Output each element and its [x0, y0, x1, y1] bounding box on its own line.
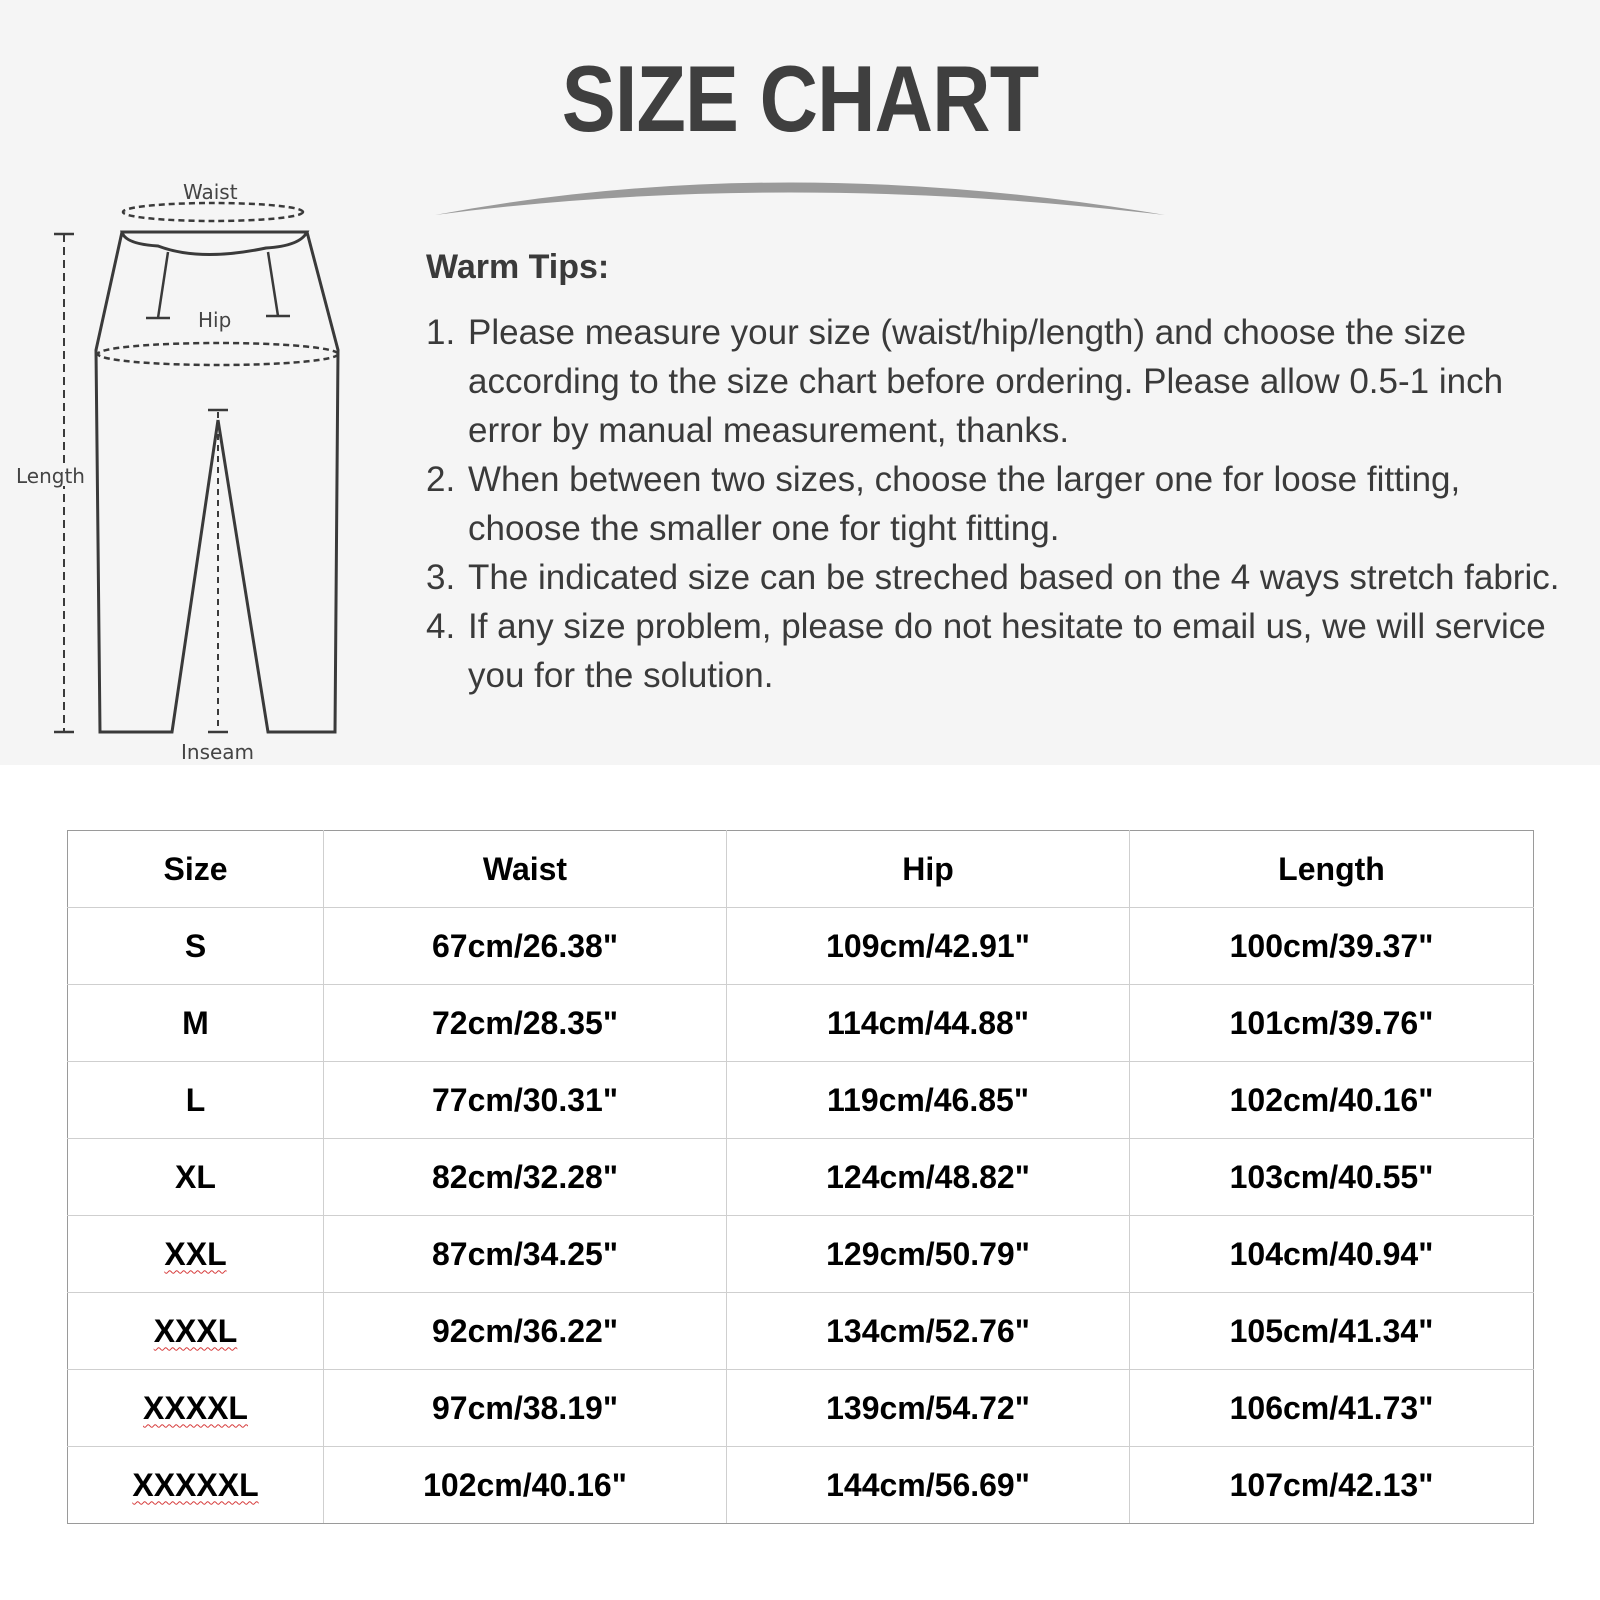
- size-cell: S: [68, 908, 324, 985]
- tips-list: [426, 308, 1576, 700]
- table-row: [68, 1447, 1534, 1524]
- tip-text: When between two sizes, choose the larger one for loose fitting, choose the smaller one for tight fitting.: [468, 460, 1461, 548]
- waist-cell: 97cm/38.19": [324, 1370, 727, 1447]
- waist-ellipse: [123, 203, 303, 221]
- column-header-hip: Hip: [727, 831, 1130, 908]
- tip-number: 3.: [426, 558, 456, 597]
- size-cell: L: [68, 1062, 324, 1139]
- length-cell: 107cm/42.13": [1130, 1447, 1534, 1524]
- length-cell: 104cm/40.94": [1130, 1216, 1534, 1293]
- inseam-label: Inseam: [181, 740, 255, 764]
- size-label: XXXL: [153, 1312, 238, 1349]
- waist-label: Waist: [183, 180, 238, 204]
- hip-label: Hip: [198, 308, 232, 332]
- column-header-waist: Waist: [324, 831, 727, 908]
- waist-cell: 82cm/32.28": [324, 1139, 727, 1216]
- hip-cell: 114cm/44.88": [727, 985, 1130, 1062]
- tip-text: If any size problem, please do not hesitate to email us, we will service you for the solution.: [468, 607, 1546, 695]
- size-cell: [68, 1293, 324, 1370]
- page-title: SIZE CHART: [561, 46, 1039, 151]
- tip-item: [426, 553, 1576, 602]
- hip-ellipse: [98, 343, 338, 365]
- length-cell: 103cm/40.55": [1130, 1139, 1534, 1216]
- size-cell: XL: [68, 1139, 324, 1216]
- column-header-length: Length: [1130, 831, 1534, 908]
- size-table: [67, 830, 1534, 1524]
- hip-cell: 139cm/54.72": [727, 1370, 1130, 1447]
- length-cell: 100cm/39.37": [1130, 908, 1534, 985]
- length-cell: 106cm/41.73": [1130, 1370, 1534, 1447]
- table-header-row: [68, 831, 1534, 908]
- tip-number: 2.: [426, 460, 456, 499]
- length-cell: 102cm/40.16": [1130, 1062, 1534, 1139]
- column-header-size: Size: [68, 831, 324, 908]
- table-row: [68, 1062, 1534, 1139]
- waist-cell: 77cm/30.31": [324, 1062, 727, 1139]
- waist-cell: 72cm/28.35": [324, 985, 727, 1062]
- tip-number: 1.: [426, 313, 456, 352]
- tips-heading: Warm Tips:: [426, 248, 610, 286]
- table-row: [68, 1370, 1534, 1447]
- pants-right-leg-outline: [218, 232, 338, 732]
- size-cell: [68, 1447, 324, 1524]
- tip-item: [426, 308, 1576, 455]
- pants-waistband: [122, 232, 307, 255]
- decorative-swoosh: [430, 165, 1170, 225]
- pocket-left-line: [158, 252, 168, 318]
- waist-cell: 102cm/40.16": [324, 1447, 727, 1524]
- hip-cell: 109cm/42.91": [727, 908, 1130, 985]
- table-row: [68, 908, 1534, 985]
- hip-cell: 144cm/56.69": [727, 1447, 1130, 1524]
- tip-item: [426, 455, 1576, 553]
- tip-text: The indicated size can be streched based on the 4 ways stretch fabric.: [468, 558, 1560, 597]
- size-cell: [68, 1370, 324, 1447]
- size-label: XXXXXL: [132, 1466, 259, 1503]
- hip-cell: 119cm/46.85": [727, 1062, 1130, 1139]
- size-label: XXXXL: [143, 1389, 248, 1426]
- tip-number: 4.: [426, 607, 456, 646]
- waist-cell: 87cm/34.25": [324, 1216, 727, 1293]
- pants-left-leg-outline: [96, 232, 218, 732]
- length-cell: 105cm/41.34": [1130, 1293, 1534, 1370]
- table-row: [68, 1216, 1534, 1293]
- waist-cell: 92cm/36.22": [324, 1293, 727, 1370]
- length-label: Length: [16, 464, 85, 488]
- table-row: [68, 985, 1534, 1062]
- hip-cell: 124cm/48.82": [727, 1139, 1130, 1216]
- size-cell: M: [68, 985, 324, 1062]
- tip-item: [426, 602, 1576, 700]
- table-row: [68, 1293, 1534, 1370]
- waist-cell: 67cm/26.38": [324, 908, 727, 985]
- tip-text: Please measure your size (waist/hip/length) and choose the size according to the size chart before ordering. Please allow 0.5-1 inch error by manual measurement, thanks.: [468, 313, 1504, 450]
- pocket-right-line: [268, 252, 278, 316]
- size-cell: [68, 1216, 324, 1293]
- size-label: XXL: [164, 1235, 227, 1272]
- hip-cell: 134cm/52.76": [727, 1293, 1130, 1370]
- hip-cell: 129cm/50.79": [727, 1216, 1130, 1293]
- table-row: [68, 1139, 1534, 1216]
- length-cell: 101cm/39.76": [1130, 985, 1534, 1062]
